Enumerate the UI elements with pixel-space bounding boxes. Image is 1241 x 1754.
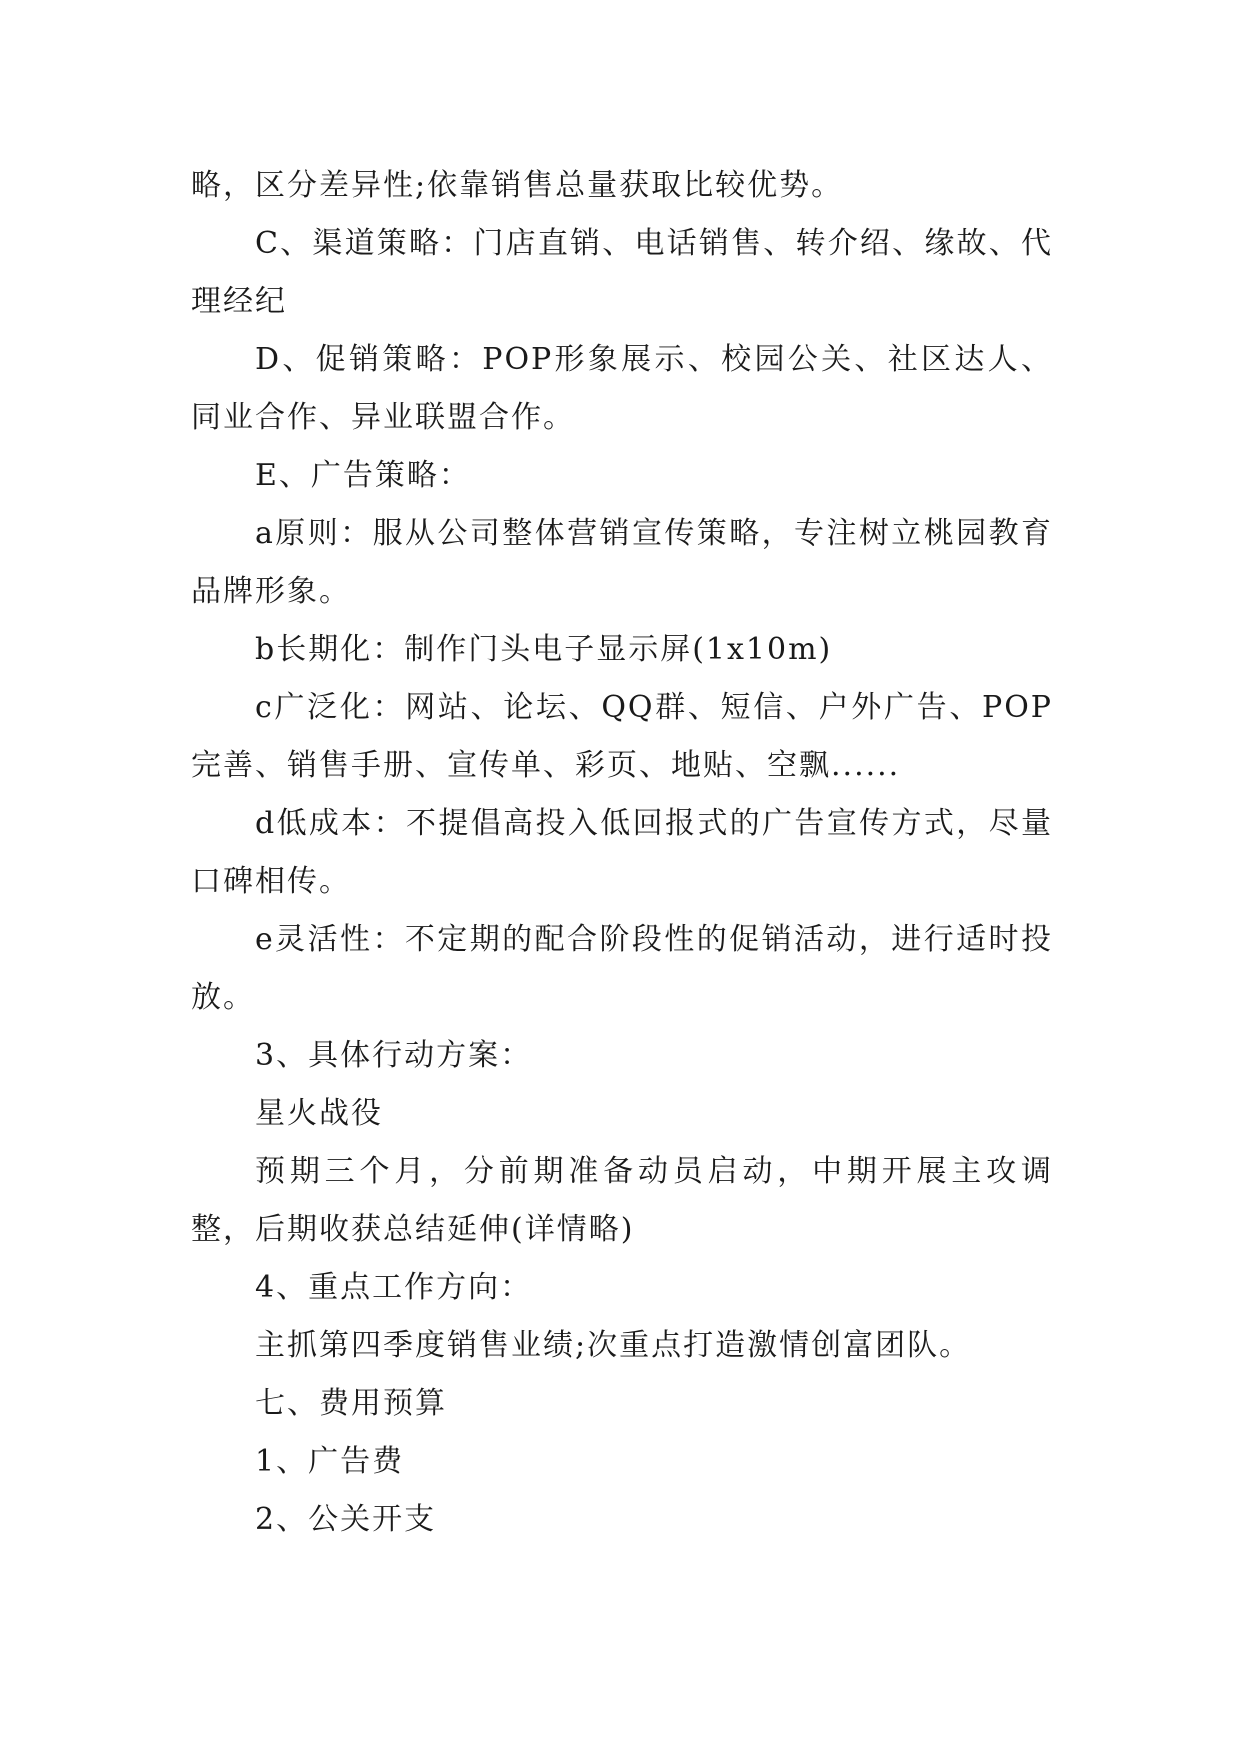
list-item-pr-expenses: 2、公关开支 bbox=[255, 1502, 437, 1537]
paragraph-promotion-strategy: D、促销策略：POP形象展示、校园公关、社区达人、同业合作、异业联盟合作。 bbox=[191, 342, 1053, 435]
paragraph-principle: a原则：服从公司整体营销宣传策略，专注树立桃园教育品牌形象。 bbox=[191, 516, 1053, 609]
paragraph-low-cost: d低成本：不提倡高投入低回报式的广告宣传方式，尽量口碑相传。 bbox=[191, 806, 1053, 899]
paragraph-long-term: b长期化：制作门头电子显示屏(1x10m) bbox=[255, 632, 833, 667]
heading-key-work-direction: 4、重点工作方向： bbox=[255, 1270, 533, 1305]
paragraph-advertising-strategy: E、广告策略： bbox=[255, 458, 471, 493]
heading-cost-budget: 七、费用预算 bbox=[255, 1386, 447, 1421]
heading-action-plan: 3、具体行动方案： bbox=[255, 1038, 533, 1073]
paragraph-key-focus: 主抓第四季度销售业绩;次重点打造激情创富团队。 bbox=[255, 1328, 972, 1363]
paragraph-broad-coverage: c广泛化：网站、论坛、QQ群、短信、户外广告、POP完善、销售手册、宣传单、彩页、地贴、空飘...... bbox=[191, 690, 1053, 783]
paragraph-channel-strategy: C、渠道策略：门店直销、电话销售、转介绍、缘故、代理经纪 bbox=[191, 226, 1053, 319]
document-body bbox=[191, 157, 1053, 1549]
list-item-advertising-fee: 1、广告费 bbox=[255, 1444, 405, 1479]
paragraph-strategy-continuation: 略，区分差异性;依靠销售总量获取比较优势。 bbox=[191, 168, 844, 203]
paragraph-campaign-timeline: 预期三个月，分前期准备动员启动，中期开展主攻调整，后期收获总结延伸(详情略) bbox=[191, 1154, 1053, 1247]
paragraph-flexibility: e灵活性：不定期的配合阶段性的促销活动，进行适时投放。 bbox=[191, 922, 1053, 1015]
paragraph-campaign-name: 星火战役 bbox=[255, 1096, 383, 1131]
